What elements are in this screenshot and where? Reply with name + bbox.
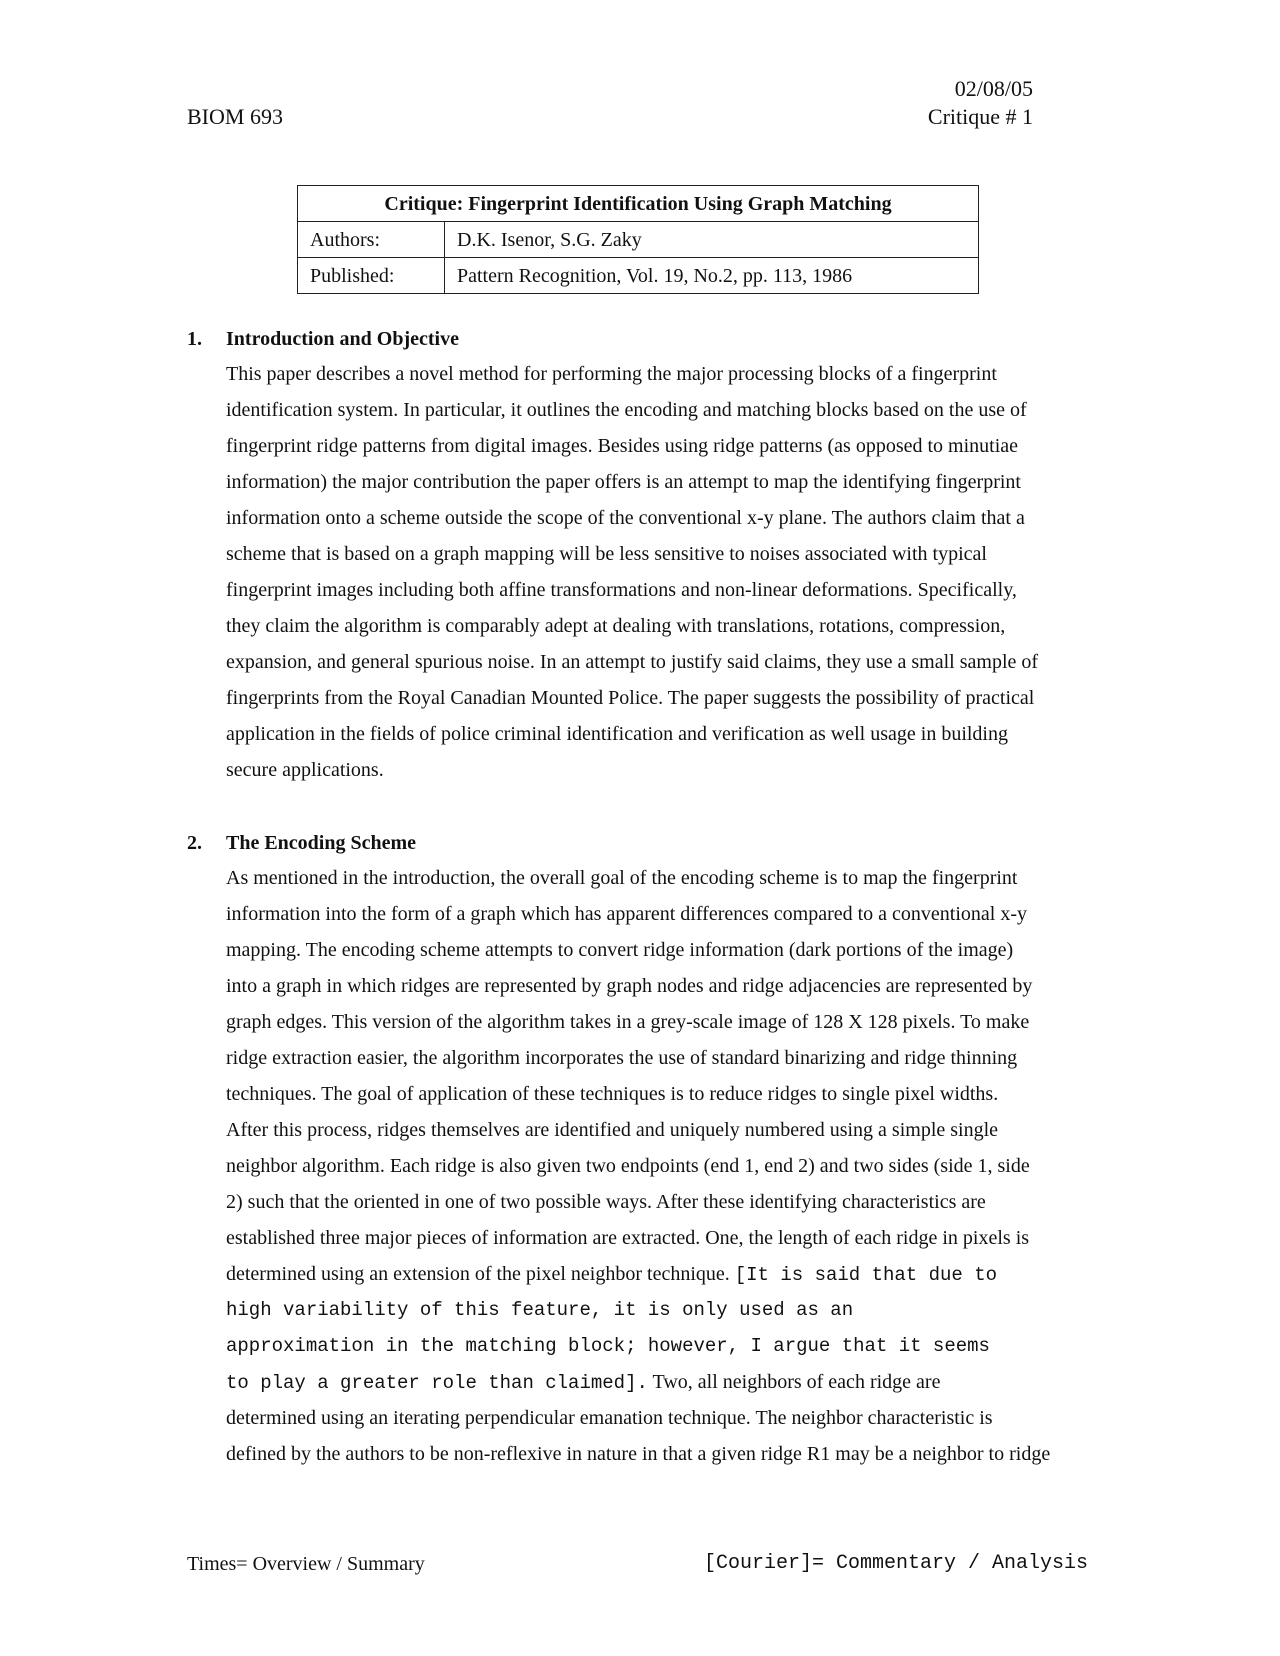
section-1-number: 1. — [187, 328, 202, 350]
paragraph-line: graph edges. This version of the algorithm takes in a grey-scale image of 128 X 128 pixels. To make — [226, 1011, 1030, 1033]
published-label: Published: — [298, 258, 445, 294]
section-2-paragraph — [226, 860, 1090, 1472]
paragraph-line: information) the major contribution the paper offers is an attempt to map the identifying fingerprint — [226, 471, 1021, 493]
paragraph-line: neighbor algorithm. Each ridge is also given two endpoints (end 1, end 2) and two sides (side 1, side — [226, 1155, 1030, 1177]
paragraph-line: identification system. In particular, it outlines the encoding and matching blocks based on the use of — [226, 399, 1027, 421]
authors-value: D.K. Isenor, S.G. Zaky — [445, 222, 979, 258]
paragraph-line: After this process, ridges themselves are identified and uniquely numbered using a simple single — [226, 1119, 999, 1141]
paragraph-line: application in the fields of police criminal identification and verification as well usage in building — [226, 723, 1008, 745]
paragraph-line: As mentioned in the introduction, the overall goal of the encoding scheme is to map the fingerprint — [226, 867, 1018, 889]
paragraph-line: into a graph in which ridges are represented by graph nodes and ridge adjacencies are represented by — [226, 975, 1033, 997]
table-row — [298, 222, 979, 258]
commentary-text: to play a greater role than claimed]. — [226, 1372, 648, 1394]
paragraph-line: fingerprints from the Royal Canadian Mounted Police. The paper suggests the possibility of practical — [226, 687, 1035, 709]
paragraph-line: they claim the algorithm is comparably adept at dealing with translations, rotations, compression, — [226, 615, 1006, 637]
paragraph-line: secure applications. — [226, 759, 384, 781]
commentary-line: high variability of this feature, it is only used as an — [226, 1299, 854, 1321]
paragraph-line: determined using an iterating perpendicular emanation technique. The neighbor characteristic is — [226, 1407, 993, 1429]
paragraph-line: techniques. The goal of application of these techniques is to reduce ridges to single pixel widths. — [226, 1083, 999, 1105]
section-2-title: The Encoding Scheme — [226, 832, 417, 854]
paragraph-line: established three major pieces of information are extracted. One, the length of each ridge in pixels is — [226, 1227, 1030, 1249]
published-value: Pattern Recognition, Vol. 19, No.2, pp. 113, 1986 — [445, 258, 979, 294]
paragraph-line-mixed — [226, 1256, 1090, 1292]
section-1-title: Introduction and Objective — [226, 328, 459, 350]
course-code: BIOM 693 — [187, 104, 283, 129]
paragraph-line: information onto a scheme outside the scope of the conventional x-y plane. The authors claim that a — [226, 507, 1025, 529]
footer-legend-times: Times= Overview / Summary — [187, 1553, 425, 1575]
paragraph-line: fingerprint images including both affine transformations and non-linear deformations. Specifically, — [226, 579, 1017, 601]
paragraph-line: 2) such that the oriented in one of two possible ways. After these identifying characteristics are — [226, 1191, 986, 1213]
footer-legend-courier: [Courier]= Commentary / Analysis — [703, 1552, 1088, 1575]
commentary-text: [It is said that due to — [734, 1264, 997, 1286]
authors-label: Authors: — [298, 222, 445, 258]
paper-info-table — [297, 185, 979, 294]
paragraph-line: ridge extraction easier, the algorithm incorporates the use of standard binarizing and ridge thinning — [226, 1047, 1018, 1069]
critique-number: Critique # 1 — [927, 104, 1033, 129]
paragraph-line: This paper describes a novel method for performing the major processing blocks of a fingerprint — [226, 363, 997, 385]
paragraph-line: expansion, and general spurious noise. In an attempt to justify said claims, they use a small sample of — [226, 651, 1039, 673]
paragraph-line-mixed — [226, 1364, 1090, 1400]
summary-text: Two, all neighbors of each ridge are — [652, 1371, 941, 1393]
paragraph-line: mapping. The encoding scheme attempts to convert ridge information (dark portions of the image) — [226, 939, 1014, 961]
paragraph-line: information into the form of a graph which has apparent differences compared to a conventional x-y — [226, 903, 1028, 925]
section-2-number: 2. — [187, 832, 202, 854]
paragraph-line: fingerprint ridge patterns from digital images. Besides using ridge patterns (as opposed to minutiae — [226, 435, 1019, 457]
paragraph-line: scheme that is based on a graph mapping will be less sensitive to noises associated with typical — [226, 543, 987, 565]
section-1-paragraph — [226, 356, 1090, 788]
document-date: 02/08/05 — [954, 76, 1033, 101]
commentary-line: approximation in the matching block; however, I argue that it seems — [226, 1335, 990, 1357]
paragraph-line: defined by the authors to be non-reflexive in nature in that a given ridge R1 may be a neighbor to ridge — [226, 1443, 1051, 1465]
table-title: Critique: Fingerprint Identification Using Graph Matching — [298, 186, 979, 222]
table-row — [298, 258, 979, 294]
summary-text: determined using an extension of the pixel neighbor technique. — [226, 1263, 730, 1285]
